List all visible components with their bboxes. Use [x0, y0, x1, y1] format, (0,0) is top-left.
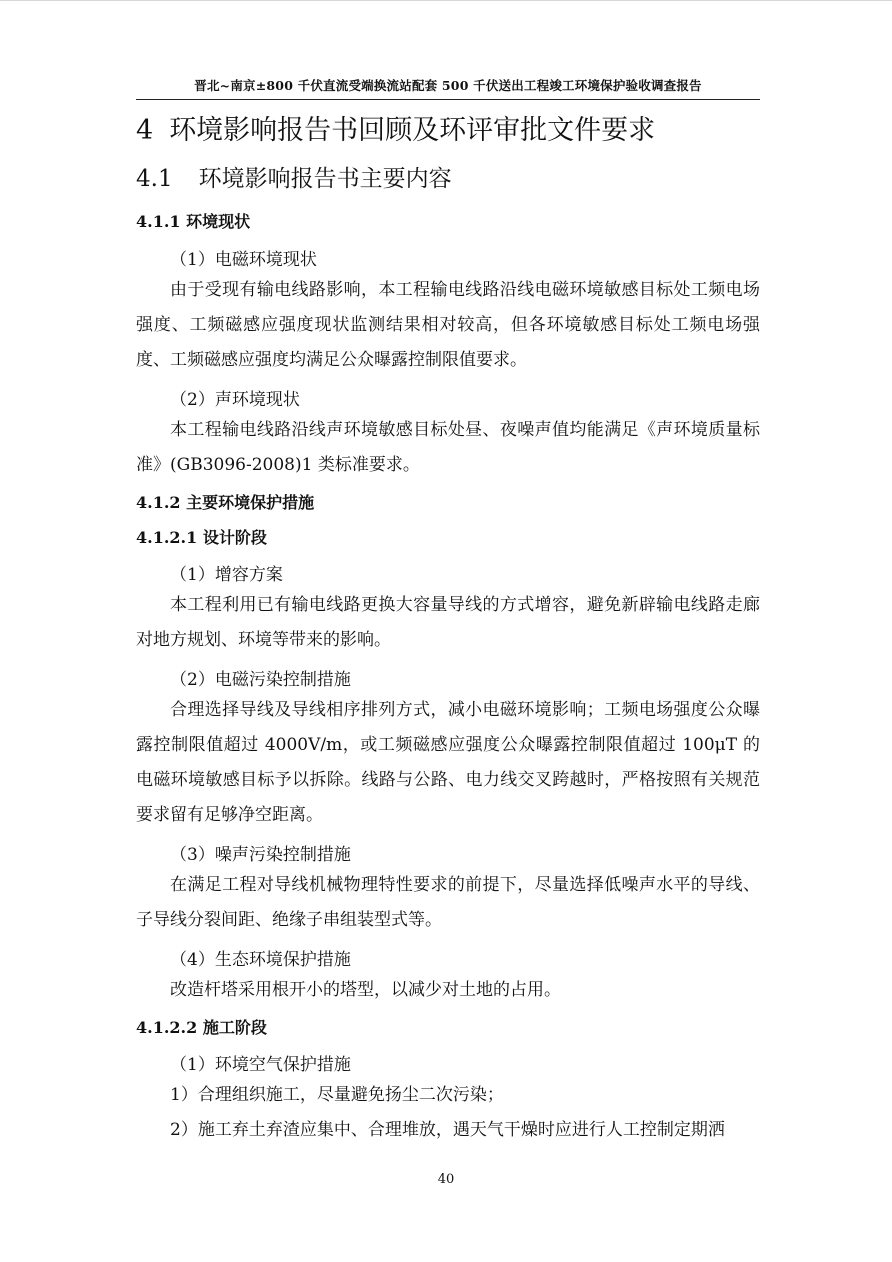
paragraph-air-1: 1）合理组织施工，尽量避免扬尘二次污染； [170, 1085, 504, 1105]
paragraph-em-control: 合理选择导线及导线相序排列方式，减小电磁环境影响；工频电场强度公众曝露控制限值超过 4000V/m，或工频磁感应强度公众曝露控制限值超过 100μT 的电磁环境敏感目标予以拆除。线路与公路、电力线交叉跨越时，严格按照有关规范要求留有足够净空距离。 [136, 700, 760, 825]
item-em-status: （1）电磁环境现状 [170, 250, 317, 270]
section-title: 环境影响报告书主要内容 [198, 166, 452, 192]
chapter-title: 环境影响报告书回顾及环评审批文件要求 [169, 115, 656, 146]
section-heading [136, 160, 452, 193]
subsection-heading-4-1-2-1: 4.1.2.1 设计阶段 [136, 528, 267, 547]
item-air-protection: （1）环境空气保护措施 [170, 1055, 351, 1075]
chapter-heading [136, 108, 655, 147]
paragraph-ecology: 改造杆塔采用根开小的塔型，以减少对土地的占用。 [170, 980, 561, 1000]
subsection-heading-4-1-1: 4.1.1 环境现状 [136, 212, 251, 231]
item-ecology: （4）生态环境保护措施 [170, 950, 351, 970]
item-capacity-plan: （1）增容方案 [170, 565, 283, 585]
section-number: 4.1 [136, 166, 173, 192]
subsection-heading-4-1-2: 4.1.2 主要环境保护措施 [136, 493, 315, 512]
running-header: 晋北~南京±800 千伏直流受端换流站配套 500 千伏送出工程竣工环境保护验收调查报告 [194, 78, 702, 93]
paragraph-em-status: 由于受现有输电线路影响，本工程输电线路沿线电磁环境敏感目标处工频电场强度、工频磁感应强度现状监测结果相对较高，但各环境敏感目标处工频电场强度、工频磁感应强度均满足公众曝露控制限值要求。 [136, 280, 760, 370]
item-noise-control: （3）噪声污染控制措施 [170, 845, 351, 865]
page-top-border [0, 0, 892, 1]
page-number: 40 [437, 1172, 455, 1187]
item-em-control: （2）电磁污染控制措施 [170, 670, 351, 690]
paragraph-capacity-plan: 本工程利用已有输电线路更换大容量导线的方式增容，避免新辟输电线路走廊对地方规划、环境等带来的影响。 [136, 595, 760, 650]
paragraph-noise-status: 本工程输电线路沿线声环境敏感目标处昼、夜噪声值均能满足《声环境质量标准》(GB3096-2008)1 类标准要求。 [136, 420, 760, 475]
item-noise-status: （2）声环境现状 [170, 390, 300, 410]
paragraph-noise-control: 在满足工程对导线机械物理特性要求的前提下，尽量选择低噪声水平的导线、子导线分裂间距、绝缘子串组装型式等。 [136, 875, 760, 930]
chapter-number: 4 [136, 115, 154, 146]
paragraph-air-2: 2）施工弃土弃渣应集中、合理堆放，遇天气干燥时应进行人工控制定期洒 [170, 1120, 725, 1140]
subsection-heading-4-1-2-2: 4.1.2.2 施工阶段 [136, 1018, 267, 1037]
header-divider [136, 99, 760, 100]
